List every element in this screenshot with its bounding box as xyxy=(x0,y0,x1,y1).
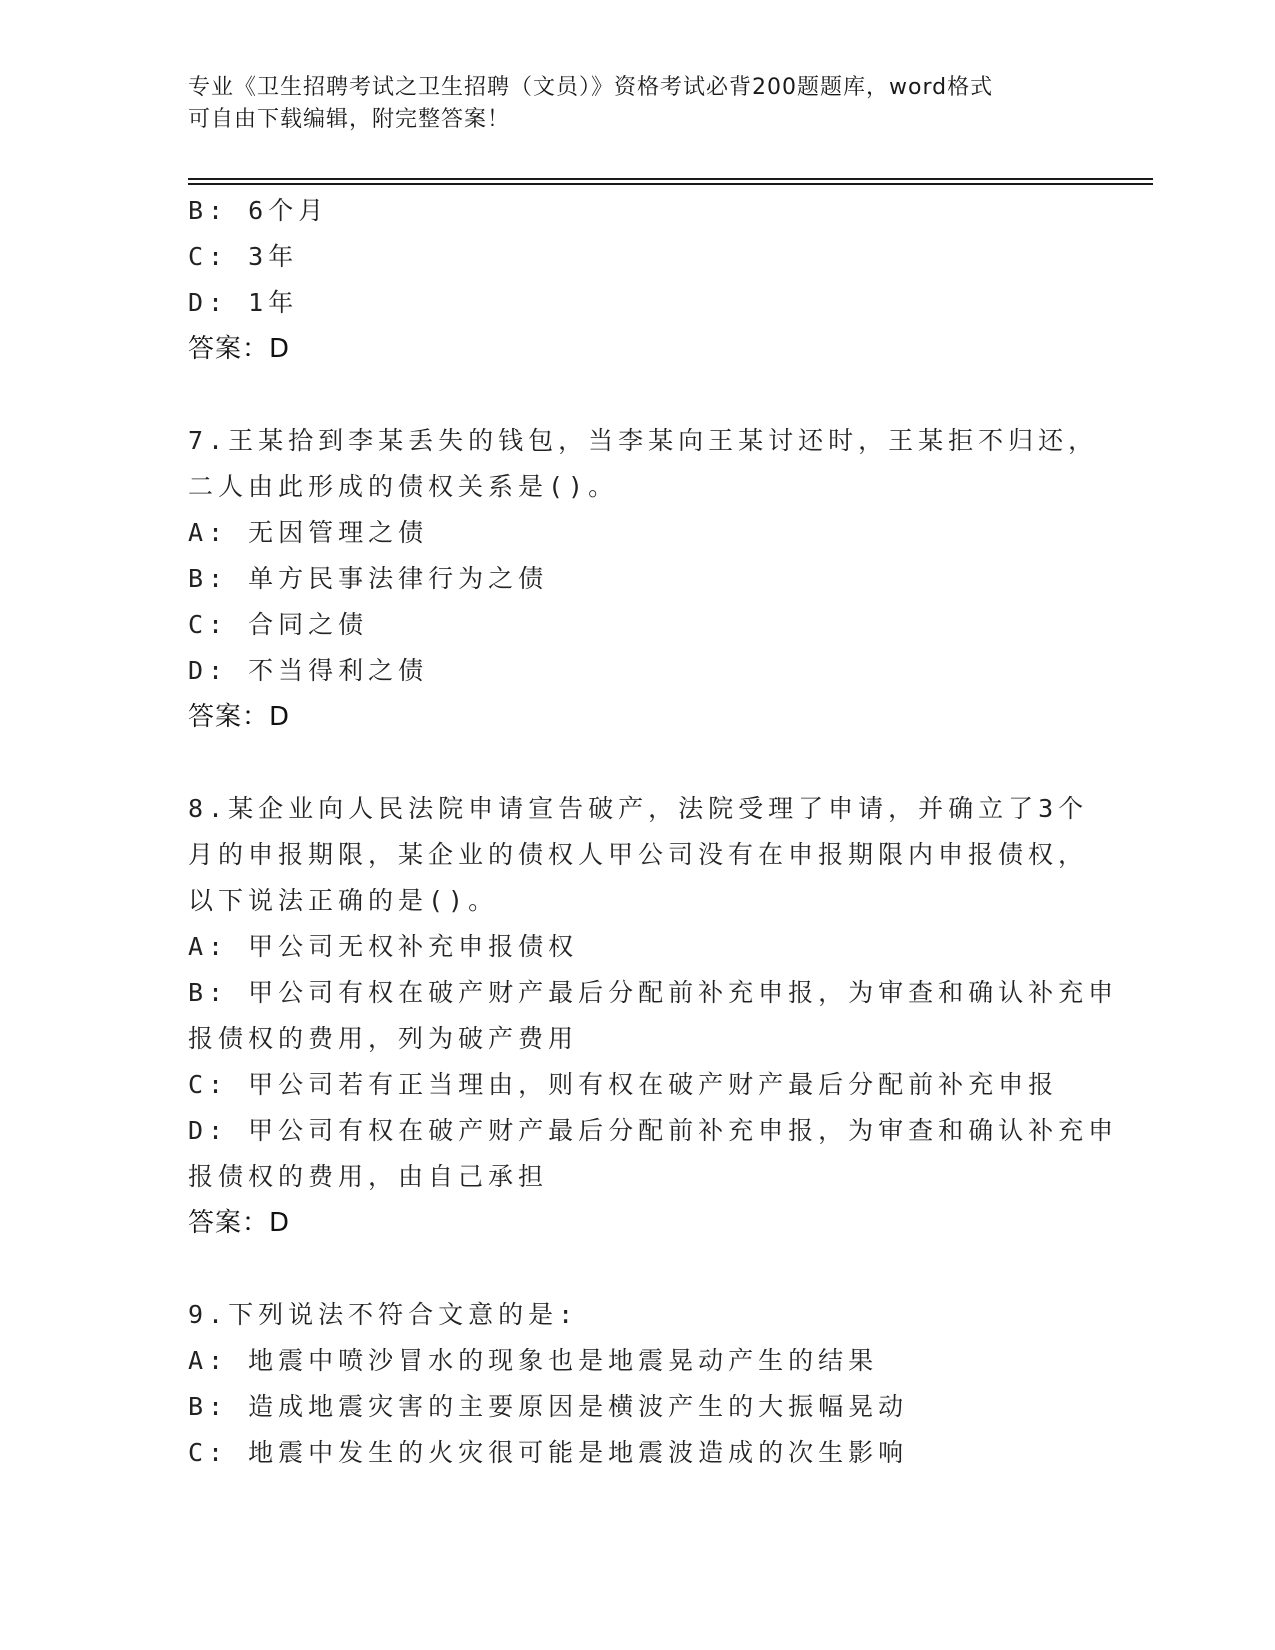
option-c: C: 甲公司若有正当理由，则有权在破产财产最后分配前补充申报 xyxy=(188,1070,1059,1099)
option-d: D: 甲公司有权在破产财产最后分配前补充申报，为审查和确认补充申 xyxy=(188,1116,1119,1145)
question-7 xyxy=(188,418,1099,740)
header-divider-top xyxy=(188,178,1153,180)
document-body xyxy=(188,188,1119,1476)
option-b: B: 造成地震灾害的主要原因是横波产生的大振幅晃动 xyxy=(188,1392,909,1421)
option-b: B: 6个月 xyxy=(188,196,329,225)
option-c: C: 3年 xyxy=(188,242,299,271)
spacer xyxy=(188,372,1088,418)
header-divider-bottom xyxy=(188,183,1153,185)
answer-label: 答案：D xyxy=(188,1208,291,1238)
option-d: D: 1年 xyxy=(188,288,299,317)
question-stem-line: 7.王某拾到李某丢失的钱包，当李某向王某讨还时，王某拒不归还， xyxy=(188,426,1099,455)
option-b: B: 单方民事法律行为之债 xyxy=(188,564,549,593)
option-a: A: 地震中喷沙冒水的现象也是地震晃动产生的结果 xyxy=(188,1346,879,1375)
option-d: D: 不当得利之债 xyxy=(188,656,429,685)
option-a: A: 甲公司无权补充申报债权 xyxy=(188,932,579,961)
question-stem-line: 二人由此形成的债权关系是()。 xyxy=(188,472,619,501)
question-8 xyxy=(188,786,1119,1246)
spacer xyxy=(188,1246,1088,1292)
option-c: C: 地震中发生的火灾很可能是地震波造成的次生影响 xyxy=(188,1438,909,1467)
option-b-continued: 报债权的费用，列为破产费用 xyxy=(188,1024,579,1053)
option-a: A: 无因管理之债 xyxy=(188,518,429,547)
question-stem-line: 月的申报期限，某企业的债权人甲公司没有在申报期限内申报债权， xyxy=(188,840,1089,869)
question-9 xyxy=(188,1292,1088,1476)
spacer xyxy=(188,740,1088,786)
question-stem-line: 以下说法正确的是()。 xyxy=(188,886,499,915)
header-title-line-2: 可自由下载编辑，附完整答案！ xyxy=(188,107,511,132)
question-stem-line: 9.下列说法不符合文意的是: xyxy=(188,1300,579,1329)
document-header xyxy=(188,72,1088,136)
option-b: B: 甲公司有权在破产财产最后分配前补充申报，为审查和确认补充申 xyxy=(188,978,1119,1007)
answer-label: 答案：D xyxy=(188,334,291,364)
header-title-line-1: 专业《卫生招聘考试之卫生招聘（文员）》资格考试必背200题题库，word格式 xyxy=(188,75,994,100)
option-c: C: 合同之债 xyxy=(188,610,369,639)
question-stem-line: 8.某企业向人民法院申请宣告破产，法院受理了申请，并确立了3个 xyxy=(188,794,1089,823)
question-6-continued xyxy=(188,188,1088,372)
option-d-continued: 报债权的费用，由自己承担 xyxy=(188,1162,549,1191)
answer-label: 答案：D xyxy=(188,702,291,732)
